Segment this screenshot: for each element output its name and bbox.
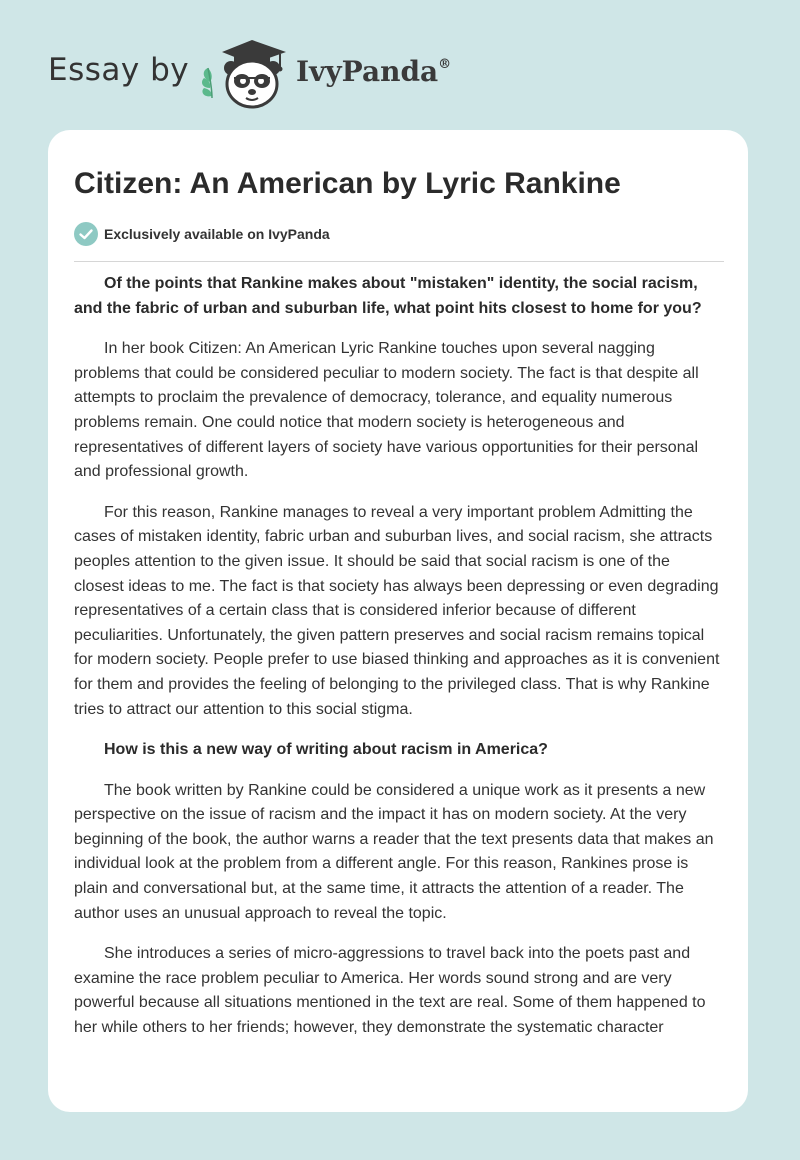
body-paragraph: For this reason, Rankine manages to reveal a very important problem Admitting the cases of mistaken identity, fabric urban and suburban lives, and social racism, she attracts peoples attention to the given issue. It should be said that social racism is one of the closest ideas to me. The fact is that society has always been depressing or even degrading representatives of a certain class that is considered inferior because of different peculiarities. Unfortunately, the given pattern preserves and social racism remains topical for modern society. People prefer to use biased thinking and approaches as it is convenient for them and provides the feeling of belonging to the privileged class. That is why Rankine tries to attract our attention to this social stigma.	[74, 503, 720, 718]
site-header	[0, 0, 800, 130]
exclusive-badge-text: Exclusively available on IvyPanda	[104, 226, 330, 242]
divider	[74, 261, 724, 262]
page-title: Citizen: An American by Lyric Rankine	[74, 167, 621, 200]
check-circle-icon	[74, 222, 98, 246]
leaf-icon	[202, 68, 212, 98]
question-paragraph: How is this a new way of writing about racism in America?	[104, 741, 548, 759]
essay-body	[74, 272, 724, 1057]
brand-text: IvyPanda	[296, 55, 439, 88]
question-paragraph: Of the points that Rankine makes about "mistaken" identity, the social racism, and the fabric of urban and suburban life, what point hits closest to home for you?	[74, 275, 702, 317]
essay-card	[48, 130, 748, 1112]
brand-name[interactable]	[296, 55, 451, 88]
panda-logo-icon[interactable]	[200, 36, 292, 110]
essay-by-label: Essay by	[48, 52, 190, 88]
exclusive-badge	[74, 222, 330, 246]
registered-mark: ®	[438, 57, 452, 72]
body-paragraph: In her book Citizen: An American Lyric Rankine touches upon several nagging problems that could be considered peculiar to modern society. The fact is that despite all attempts to proclaim the prevalence of democracy, tolerance, and equality numerous problems remain. One could notice that modern society is heterogeneous and representatives of different layers of society have various opportunities for their personal and professional growth.	[74, 340, 699, 481]
body-paragraph: She introduces a series of micro-aggressions to travel back into the poets past and examine the race problem peculiar to America. Her words sound strong and are very powerful because all situations mentioned in the text are real. Some of them happened to her while others to her friends; however, they demonstrate the systematic character	[74, 945, 706, 1037]
body-paragraph: The book written by Rankine could be considered a unique work as it presents a new perspective on the issue of racism and the impact it has on modern society. At the very beginning of the book, the author warns a reader that the text presents data that makes an individual look at the problem from a different angle. For this reason, Rankines prose is plain and conversational but, at the same time, it attracts the attention of a reader. The author uses an unusual approach to reveal the topic.	[74, 781, 714, 922]
